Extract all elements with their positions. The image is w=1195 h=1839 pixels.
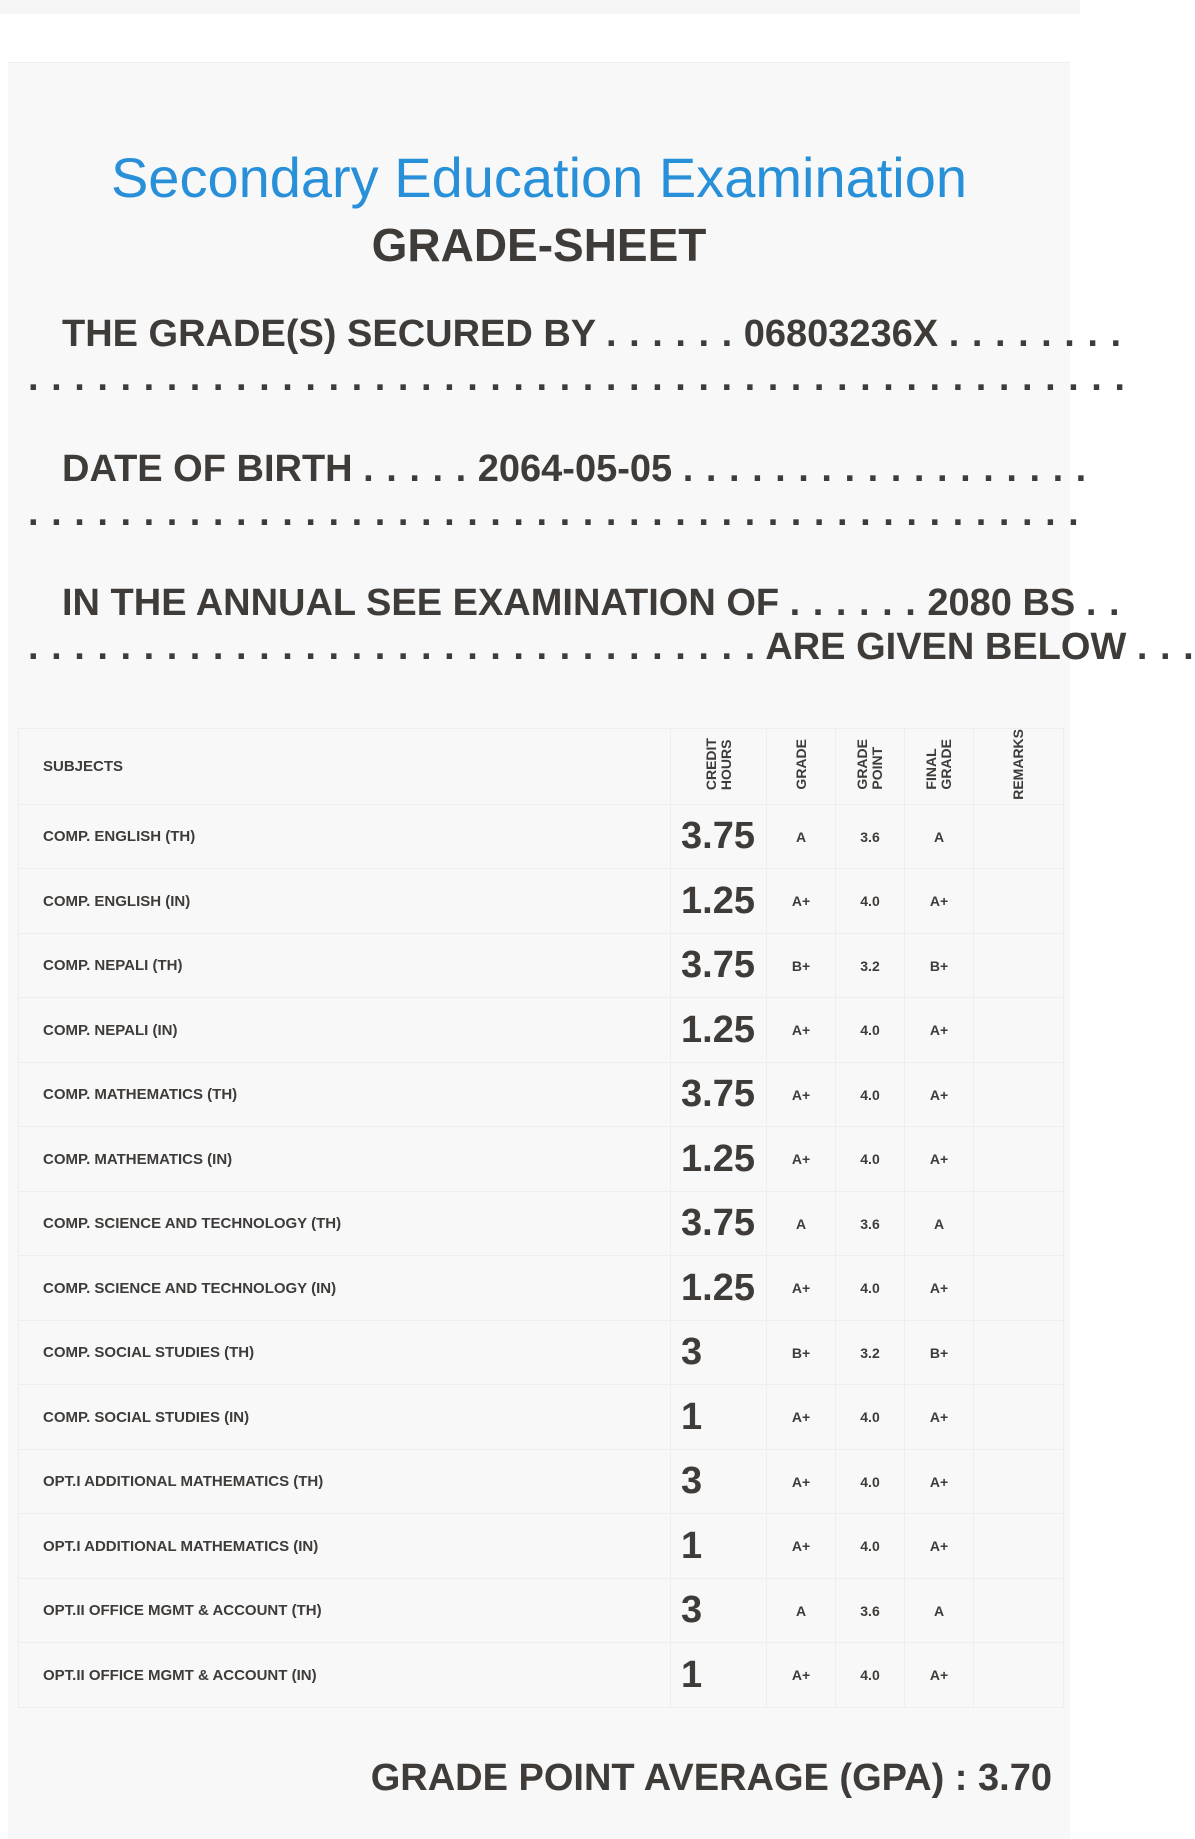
examination-line	[28, 581, 1121, 625]
final-grade-cell: A+	[905, 1385, 974, 1450]
subject-cell: OPT.I ADDITIONAL MATHEMATICS (TH)	[19, 1449, 671, 1514]
dob-line	[28, 447, 1088, 491]
grade-cell: A+	[767, 1062, 836, 1127]
remarks-cell	[974, 1256, 1064, 1321]
grade-point-cell: 4.0	[836, 869, 905, 934]
header-grade-point-line2: POINT	[869, 746, 885, 790]
final-grade-cell: A	[905, 1191, 974, 1256]
remarks-cell	[974, 1191, 1064, 1256]
grade-point-cell: 4.0	[836, 1127, 905, 1192]
table-header-row	[19, 729, 1064, 805]
grade-point-cell: 4.0	[836, 1256, 905, 1321]
secured-by-dots-after: . . . . . . . .	[948, 313, 1123, 355]
remarks-cell	[974, 998, 1064, 1063]
grade-point-cell: 4.0	[836, 998, 905, 1063]
grade-cell: A+	[767, 1385, 836, 1450]
remarks-cell	[974, 1449, 1064, 1514]
header-grade	[767, 729, 836, 805]
grade-point-cell: 3.6	[836, 1191, 905, 1256]
credit-cell: 1.25	[671, 998, 767, 1063]
credit-cell: 3.75	[671, 1062, 767, 1127]
examination-dots-end: . . .	[1136, 626, 1195, 668]
table-row	[19, 1127, 1064, 1192]
secured-by-line	[28, 312, 1123, 356]
grade-sheet	[8, 62, 1195, 1839]
secured-by-dots-before: . . . . . .	[606, 313, 734, 355]
secured-by-dots-line2: . . . . . . . . . . . . . . . . . . . . . . . . . . . . . . . . . . . . . . . . . . . . . . . .	[28, 357, 1126, 399]
table-row	[19, 1256, 1064, 1321]
table-row	[19, 933, 1064, 998]
table-row	[19, 869, 1064, 934]
grade-cell: A+	[767, 1127, 836, 1192]
examination-dots-after: . .	[1085, 582, 1121, 624]
dob-block	[28, 447, 1088, 535]
subject-cell: OPT.II OFFICE MGMT & ACCOUNT (TH)	[19, 1578, 671, 1643]
grade-point-cell: 4.0	[836, 1385, 905, 1450]
credit-cell: 1.25	[671, 1127, 767, 1192]
remarks-cell	[974, 1320, 1064, 1385]
subject-cell: COMP. MATHEMATICS (TH)	[19, 1062, 671, 1127]
secured-by-label: THE GRADE(S) SECURED BY	[62, 313, 596, 355]
header-final-grade-line2: GRADE	[938, 739, 954, 790]
subject-cell: COMP. SCIENCE AND TECHNOLOGY (IN)	[19, 1256, 671, 1321]
remarks-cell	[974, 1578, 1064, 1643]
table-row	[19, 1643, 1064, 1708]
grade-point-cell: 3.6	[836, 804, 905, 869]
secured-by-block	[28, 312, 1126, 400]
final-grade-cell: A+	[905, 1643, 974, 1708]
grade-cell: A+	[767, 1449, 836, 1514]
dob-dots-after: . . . . . . . . . . . . . . . . . .	[682, 448, 1088, 490]
credit-cell: 3.75	[671, 804, 767, 869]
table-row	[19, 1062, 1064, 1127]
examination-label: IN THE ANNUAL SEE EXAMINATION OF	[62, 582, 780, 624]
table-row	[19, 804, 1064, 869]
final-grade-cell: A+	[905, 998, 974, 1063]
table-row	[19, 1191, 1064, 1256]
grade-point-cell: 3.2	[836, 933, 905, 998]
header-credit-line2: HOURS	[717, 739, 734, 791]
credit-cell: 3	[671, 1449, 767, 1514]
remarks-cell	[974, 1385, 1064, 1450]
grade-cell: A+	[767, 869, 836, 934]
final-grade-cell: A+	[905, 1514, 974, 1579]
dob-value: 2064-05-05	[477, 448, 673, 490]
subject-cell: COMP. ENGLISH (TH)	[19, 804, 671, 869]
grade-cell: A	[767, 804, 836, 869]
examination-value: 2080 BS	[927, 582, 1076, 624]
gpa-label: GRADE POINT AVERAGE (GPA) :	[370, 1757, 968, 1799]
final-grade-cell: A	[905, 804, 974, 869]
grade-point-cell: 4.0	[836, 1449, 905, 1514]
grade-cell: B+	[767, 1320, 836, 1385]
grade-point-cell: 4.0	[836, 1514, 905, 1579]
gpa-summary	[371, 1753, 1052, 1803]
gpa-value: 3.70	[978, 1757, 1052, 1799]
grade-point-cell: 3.6	[836, 1578, 905, 1643]
remarks-cell	[974, 804, 1064, 869]
exam-title: Secondary Education Examination	[110, 146, 968, 209]
dob-label: DATE OF BIRTH	[62, 448, 353, 490]
subject-cell: COMP. SOCIAL STUDIES (TH)	[19, 1320, 671, 1385]
header-remarks	[974, 729, 1064, 805]
final-grade-cell: B+	[905, 933, 974, 998]
table-row	[19, 1514, 1064, 1579]
grade-cell: A+	[767, 1256, 836, 1321]
table-row	[19, 1385, 1064, 1450]
header-grade-point-line1: GRADE	[854, 739, 870, 790]
credit-cell: 1.25	[671, 869, 767, 934]
examination-block	[28, 581, 1195, 669]
final-grade-cell: A+	[905, 1062, 974, 1127]
dob-dots-line2: . . . . . . . . . . . . . . . . . . . . . . . . . . . . . . . . . . . . . . . . . . . . . .	[28, 492, 1080, 534]
credit-cell: 3	[671, 1320, 767, 1385]
grade-point-cell: 4.0	[836, 1062, 905, 1127]
final-grade-cell: A	[905, 1578, 974, 1643]
grade-point-cell: 3.2	[836, 1320, 905, 1385]
final-grade-cell: A+	[905, 1256, 974, 1321]
subject-cell: OPT.II OFFICE MGMT & ACCOUNT (IN)	[19, 1643, 671, 1708]
credit-cell: 3.75	[671, 1191, 767, 1256]
subject-cell: COMP. MATHEMATICS (IN)	[19, 1127, 671, 1192]
subject-cell: COMP. SOCIAL STUDIES (IN)	[19, 1385, 671, 1450]
grade-cell: A+	[767, 1514, 836, 1579]
header-final-grade	[905, 729, 974, 805]
grade-cell: A	[767, 1191, 836, 1256]
credit-cell: 3.75	[671, 933, 767, 998]
subject-cell: OPT.I ADDITIONAL MATHEMATICS (IN)	[19, 1514, 671, 1579]
subject-cell: COMP. NEPALI (IN)	[19, 998, 671, 1063]
remarks-cell	[974, 1062, 1064, 1127]
examination-line2	[28, 625, 1195, 669]
header-grade-text: GRADE	[792, 739, 809, 790]
grade-cell: B+	[767, 933, 836, 998]
credit-cell: 1.25	[671, 1256, 767, 1321]
credit-cell: 1	[671, 1385, 767, 1450]
table-row	[19, 1578, 1064, 1643]
final-grade-cell: B+	[905, 1320, 974, 1385]
remarks-cell	[974, 1127, 1064, 1192]
subject-cell: COMP. SCIENCE AND TECHNOLOGY (TH)	[19, 1191, 671, 1256]
credit-cell: 1	[671, 1514, 767, 1579]
grade-cell: A	[767, 1578, 836, 1643]
credit-cell: 1	[671, 1643, 767, 1708]
examination-dots-before: . . . . . .	[789, 582, 917, 624]
header-credit-hours	[671, 729, 767, 805]
remarks-cell	[974, 1514, 1064, 1579]
remarks-cell	[974, 1643, 1064, 1708]
examination-suffix: ARE GIVEN BELOW	[765, 626, 1127, 668]
header-remarks-text: REMARKS	[1010, 729, 1026, 800]
grade-cell: A+	[767, 998, 836, 1063]
sheet-title: GRADE-SHEET	[371, 219, 707, 271]
header-final-grade-line1: FINAL	[923, 748, 939, 790]
header-credit-line1: CREDIT	[702, 738, 719, 791]
remarks-cell	[974, 933, 1064, 998]
secured-by-value: 06803236X	[743, 313, 939, 355]
credit-cell: 3	[671, 1578, 767, 1643]
table-row	[19, 1320, 1064, 1385]
subject-cell: COMP. NEPALI (TH)	[19, 933, 671, 998]
table-row	[19, 998, 1064, 1063]
final-grade-cell: A+	[905, 1127, 974, 1192]
top-bar	[0, 0, 1080, 14]
remarks-cell	[974, 869, 1064, 934]
final-grade-cell: A+	[905, 1449, 974, 1514]
final-grade-cell: A+	[905, 869, 974, 934]
header-grade-point	[836, 729, 905, 805]
grades-table	[18, 728, 1064, 1708]
dob-dots-before: . . . . .	[363, 448, 468, 490]
subject-cell: COMP. ENGLISH (IN)	[19, 869, 671, 934]
header-subjects: SUBJECTS	[19, 729, 671, 805]
table-row	[19, 1449, 1064, 1514]
grade-point-cell: 4.0	[836, 1643, 905, 1708]
examination-dots-line2: . . . . . . . . . . . . . . . . . . . . . . . . . . . . . . . .	[28, 626, 757, 668]
grade-cell: A+	[767, 1643, 836, 1708]
